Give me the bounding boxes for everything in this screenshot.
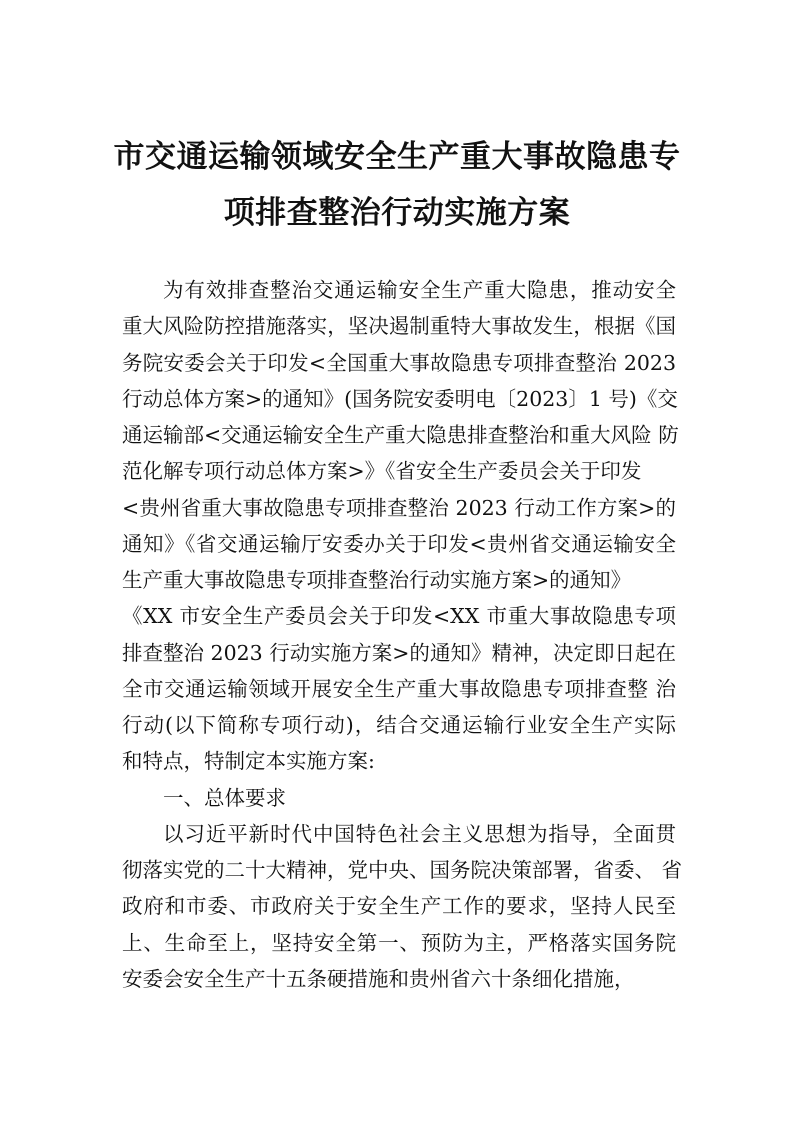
paragraph-line: 务院安委会关于印发<全国重大事故隐患专项排查整治 2023: [122, 350, 676, 375]
paragraph-line: 为有效排查整治交通运输安全生产重大隐患，推动安全: [163, 278, 676, 302]
paragraph-line: 安委会安全生产十五条硬措施和贵州省六十条细化措施，: [122, 966, 635, 991]
document-body: [122, 272, 683, 997]
paragraph-line: 政府和市委、市政府关于安全生产工作的要求，坚持人民至: [122, 894, 676, 919]
paragraph-line: 彻落实党的二十大精神，党中央、国务院决策部署，省委、 省: [122, 858, 683, 882]
paragraph-line: 生产重大事故隐患专项排查整治行动实施方案>的通知》: [122, 568, 632, 592]
paragraph-line: 通知》《省交通运输厅安委办关于印发<贵州省交通运输安全: [122, 531, 676, 556]
paragraph-line: 行动总体方案>的通知》(国务院安委明电〔2023〕1 号)《交: [122, 386, 678, 411]
paragraph-line: 排查整治 2023 行动实施方案>的通知》精神，决定即日起在: [122, 640, 676, 665]
section-heading: 一、总体要求: [163, 785, 286, 810]
paragraph-line: 以习近平新时代中国特色社会主义思想为指导，全面贯: [163, 821, 676, 846]
paragraph-line: <贵州省重大事故隐患专项排查整治 2023 行动工作方案>的: [122, 495, 676, 520]
paragraph-line: 全市交通运输领域开展安全生产重大事故隐患专项排查整 治: [122, 676, 676, 701]
document-title-line-1: 市交通运输领域安全生产重大事故隐患专: [113, 139, 681, 175]
paragraph-line: 通运输部<交通运输安全生产重大隐患排查整治和重大风险 防: [122, 423, 679, 447]
paragraph-line: 和特点，特制定本实施方案:: [122, 749, 375, 774]
paragraph-line: 上、生命至上，坚持安全第一、预防为主，严格落实国务院: [122, 930, 676, 955]
paragraph-line: 重大风险防控措施落实，坚决遏制重特大事故发生，根据《国: [122, 314, 676, 339]
paragraph-line: 范化解专项行动总体方案>》《省安全生产委员会关于印发: [122, 459, 642, 484]
paragraph-line: 《XX 市安全生产委员会关于印发<XX 市重大事故隐患专项: [122, 604, 676, 629]
paragraph-line: 行动(以下简称专项行动)，结合交通运输行业安全生产实际: [122, 713, 676, 737]
document-title-line-2: 项排查整治行动实施方案: [223, 195, 571, 231]
